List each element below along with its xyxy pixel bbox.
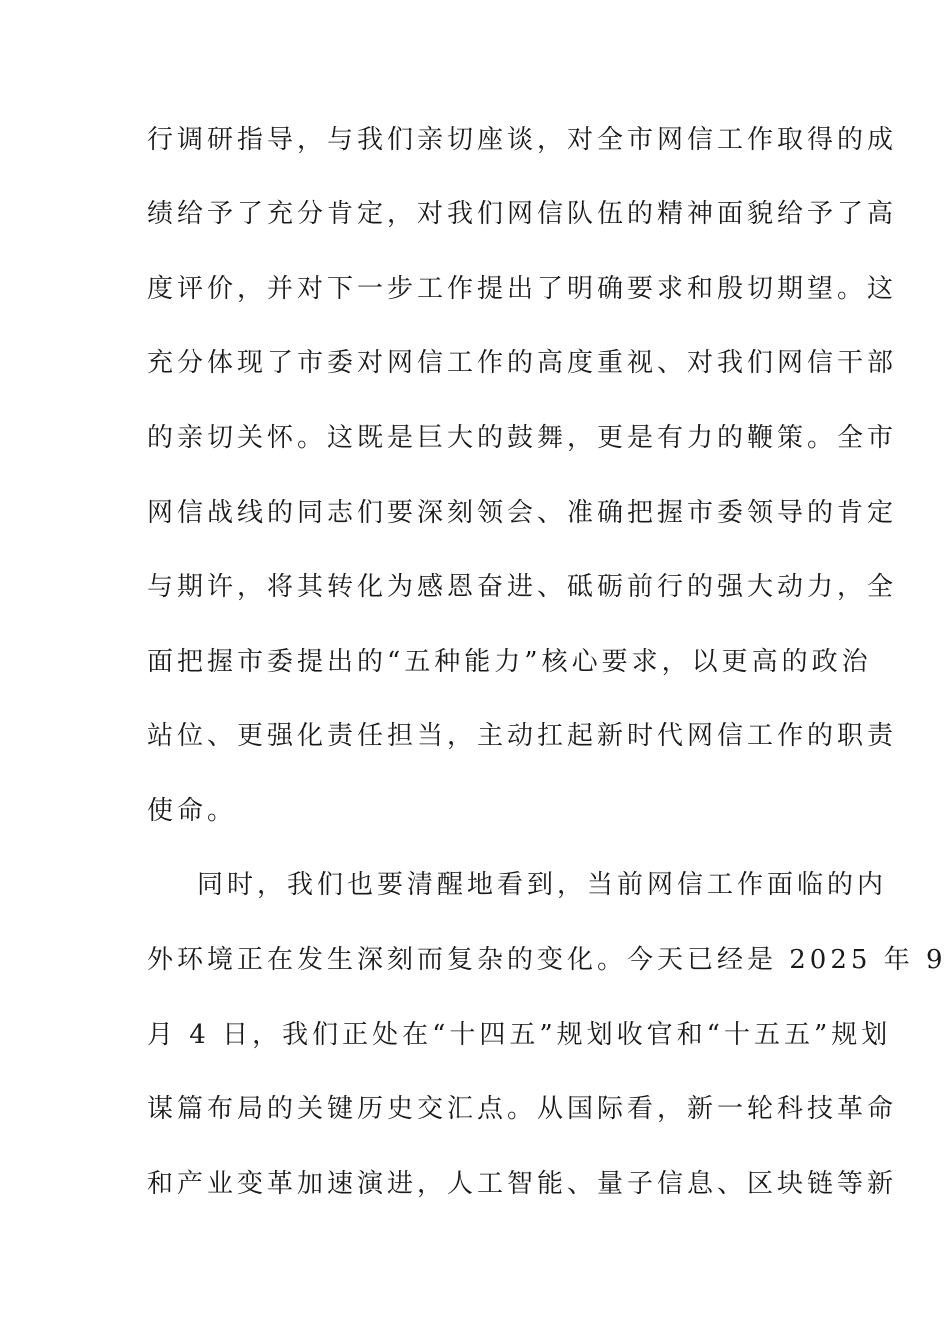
text-line: 外环境正在发生深刻而复杂的变化。今天已经是 2025 年 9 [147, 945, 947, 975]
text-line: 的亲切关怀。这既是巨大的鼓舞，更是有力的鞭策。全市 [147, 423, 898, 453]
text-line: 站位、更强化责任担当，主动扛起新时代网信工作的职责 [147, 721, 898, 751]
text-line: 网信战线的同志们要深刻领会、准确把握市委领导的肯定 [147, 498, 898, 528]
text-line: 谋篇布局的关键历史交汇点。从国际看，新一轮科技革命 [147, 1094, 898, 1124]
text-line: 充分体现了市委对网信工作的高度重视、对我们网信干部 [147, 348, 898, 378]
text-line: 面把握市委提出的“五种能力”核心要求，以更高的政治 [147, 647, 872, 677]
text-line: 月 4 日，我们正处在“十四五”规划收官和“十五五”规划 [147, 1020, 892, 1050]
text-line: 和产业变革加速演进，人工智能、量子信息、区块链等新 [147, 1169, 898, 1199]
text-line: 与期许，将其转化为感恩奋进、砥砺前行的强大动力，全 [147, 572, 898, 602]
text-line: 度评价，并对下一步工作提出了明确要求和殷切期望。这 [147, 274, 898, 304]
text-line: 使命。 [147, 796, 238, 826]
text-line: 绩给予了充分肯定，对我们网信队伍的精神面貌给予了高 [147, 199, 898, 229]
text-line: 同时，我们也要清醒地看到，当前网信工作面临的内 [197, 870, 888, 900]
text-line: 行调研指导，与我们亲切座谈，对全市网信工作取得的成 [147, 125, 898, 155]
